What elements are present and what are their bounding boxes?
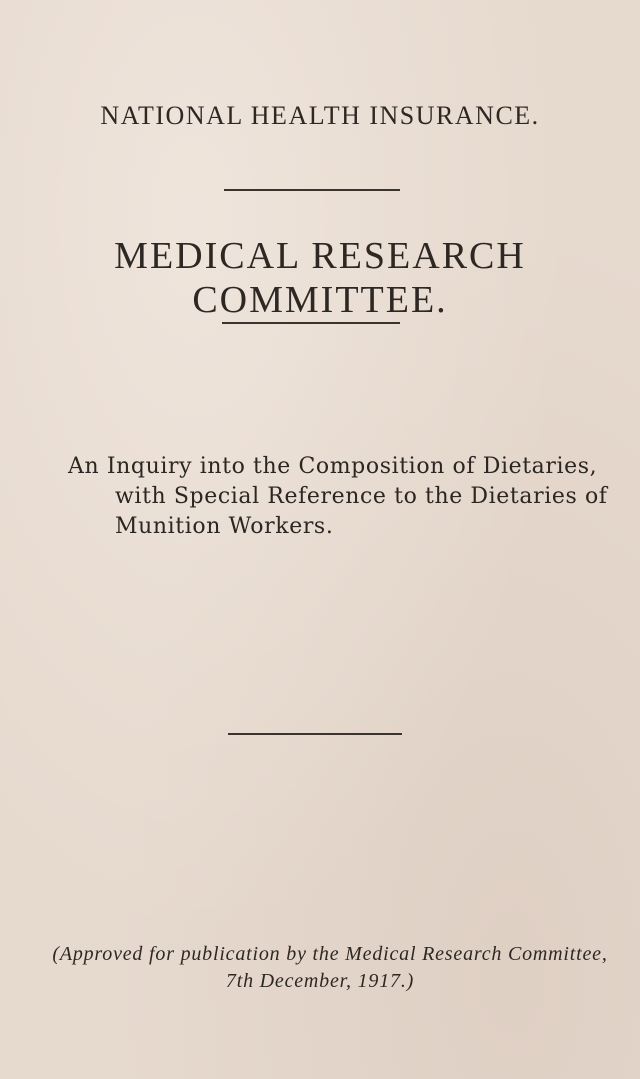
- approval-date: 7th December, 1917.): [225, 970, 415, 992]
- subject-line: with Special Reference to the Dietaries of: [115, 484, 608, 509]
- approval-line: (Approved for publication by the Medical Research Committee,: [52, 943, 608, 965]
- document-subject: [68, 452, 608, 542]
- series-title: NATIONAL HEALTH INSURANCE.: [100, 101, 540, 130]
- committee-title: MEDICAL RESEARCH COMMITTEE.: [114, 235, 526, 321]
- subject-line: An Inquiry into the Composition of Dietaries,: [68, 454, 598, 479]
- divider-rule: [228, 733, 402, 735]
- subject-line: Munition Workers.: [115, 514, 334, 539]
- approval-note: [0, 941, 640, 995]
- divider-rule: [222, 322, 400, 324]
- divider-rule: [224, 189, 400, 191]
